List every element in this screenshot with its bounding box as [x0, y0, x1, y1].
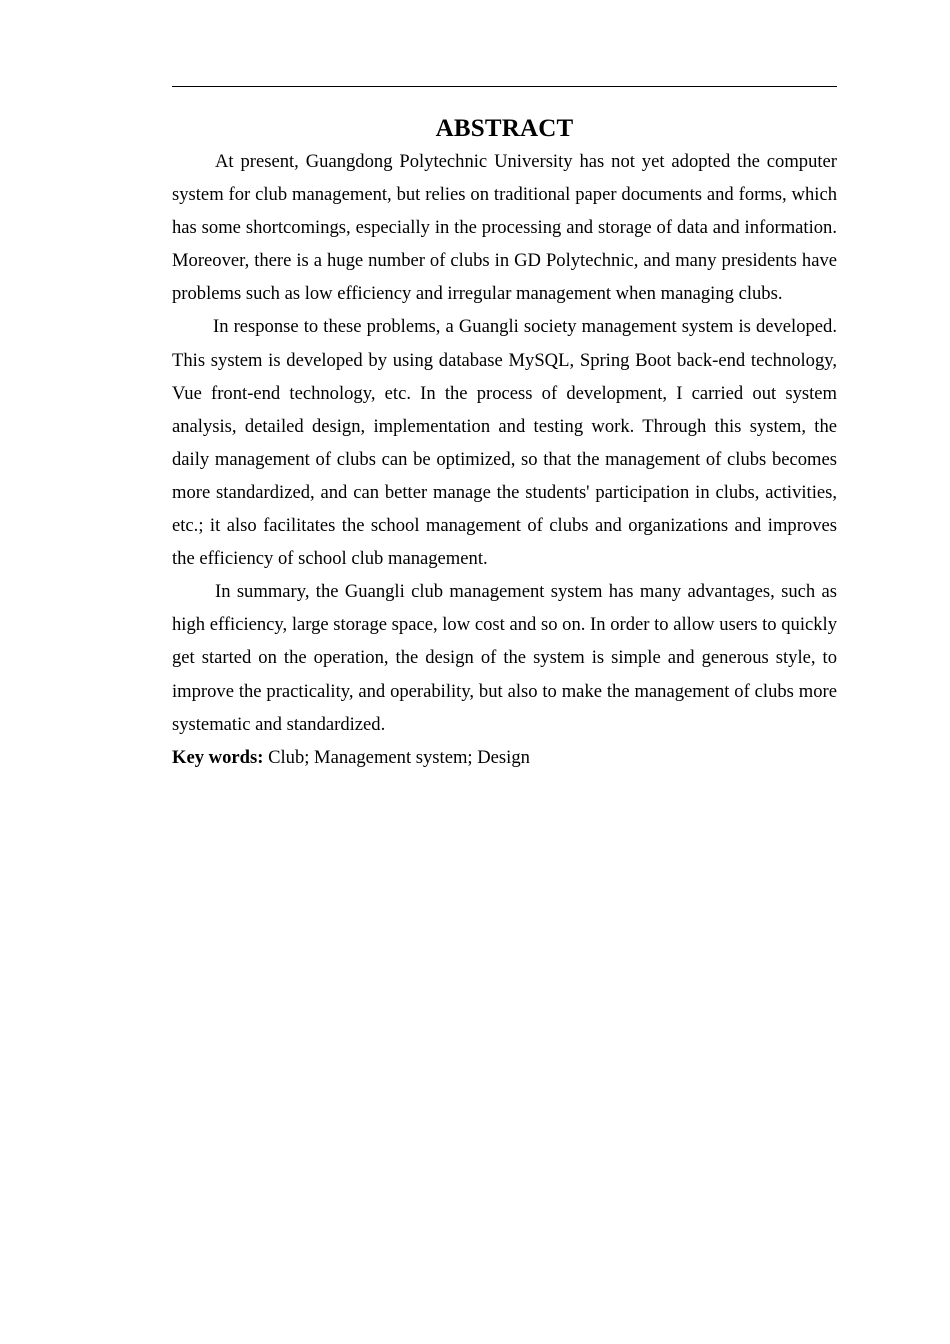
keywords-label: Key words:	[172, 746, 264, 768]
abstract-section	[172, 113, 837, 774]
abstract-title: ABSTRACT	[435, 115, 574, 142]
keywords-value: Club; Management system; Design	[268, 746, 530, 768]
keywords-line	[172, 741, 837, 774]
abstract-paragraph-3: In summary, the Guangli club management system has many advantages, such as high efficiency, large storage space, low cost and so on. In order to allow users to quickly get started on the operation, the design of the system is simple and generous style, to improve the practicality, and operability, but also to make the management of clubs more systematic and standardized.	[172, 581, 837, 735]
abstract-paragraph-1: At present, Guangdong Polytechnic University has not yet adopted the computer system for club management, but relies on traditional paper documents and forms, which has some shortcomings, especially in the processing and storage of data and information. Moreover, there is a huge number of clubs in GD Polytechnic, and many presidents have problems such as low efficiency and irregular management when managing clubs.	[172, 151, 837, 305]
abstract-paragraph-2: In response to these problems, a Guangli society management system is developed. This system is developed by using database MySQL, Spring Boot back-end technology, Vue front-end technology, etc. In the process of development, I carried out system analysis, detailed design, implementation and testing work. Through this system, the daily management of clubs can be optimized, so that the management of clubs becomes more standardized, and can better manage the students' participation in clubs, activities, etc.; it also facilitates the school management of clubs and organizations and improves the efficiency of school club management.	[172, 316, 837, 570]
header-rule	[172, 86, 837, 87]
